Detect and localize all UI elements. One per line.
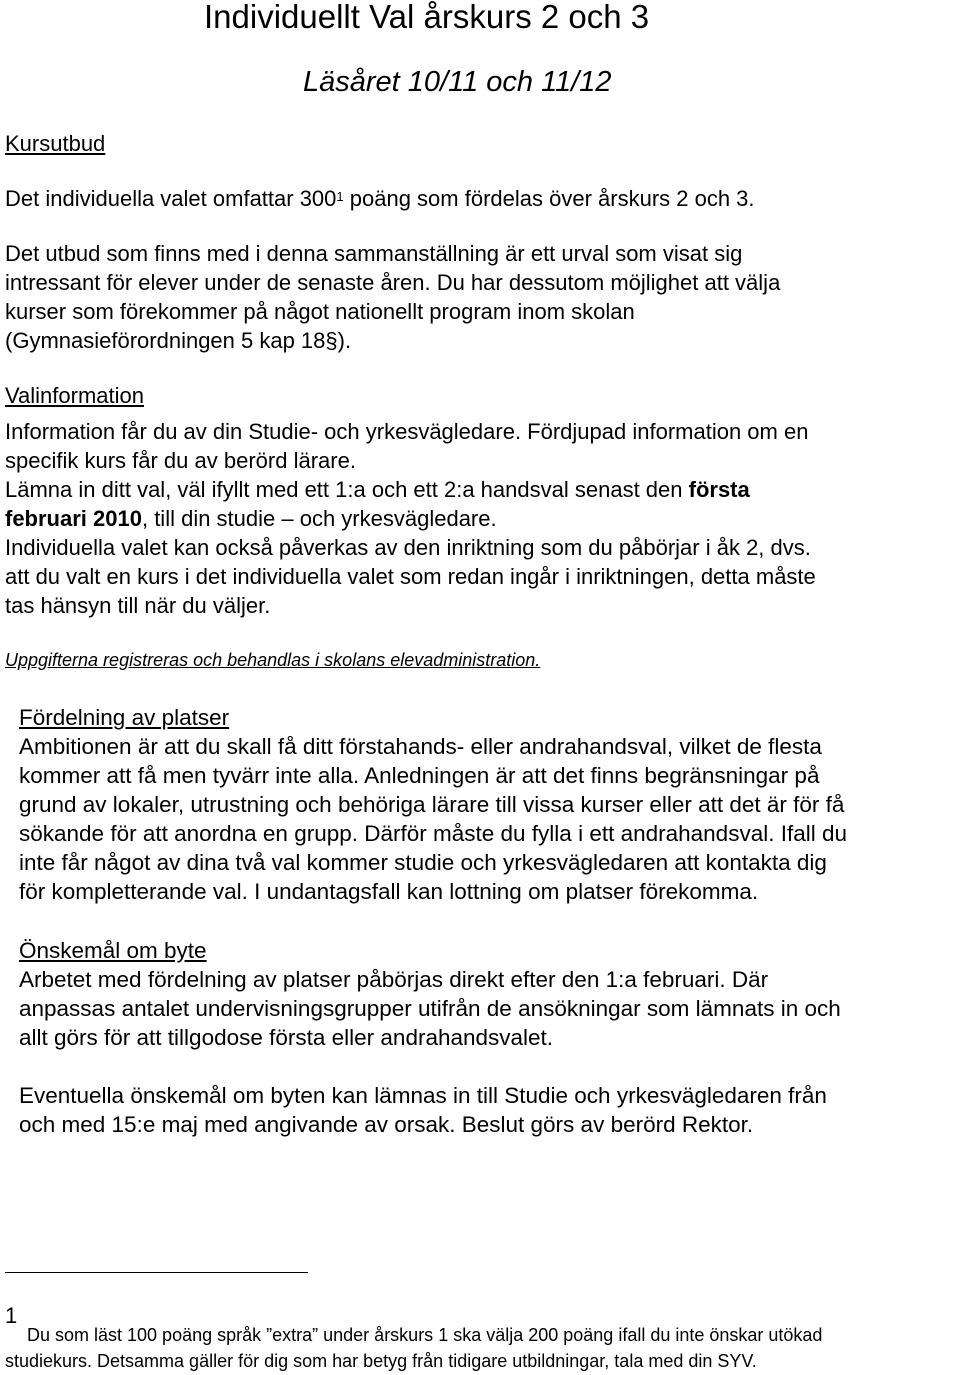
utbud-paragraph [5,239,780,355]
lamna-line [5,504,816,533]
individuella-line: tas hänsyn till när du väljer. [5,593,271,618]
footnote-reference: 1 [336,189,344,204]
fordelning-heading: Fördelning av platser [19,705,230,730]
lamna-line [5,475,816,504]
deadline-date-bold: februari 2010 [5,506,142,531]
valinformation-line: specifik kurs får du av berörd lärare. [5,448,356,473]
kursutbud-heading: Kursutbud [5,131,106,156]
fordelning-line: kommer att få men tyvärr inte alla. Anledningen är att det finns begränsningar på [19,763,820,788]
utbud-line: kurser som förekommer på något nationellt program inom skolan [5,299,635,324]
intro-text-end: poäng som fördelas över årskurs 2 och 3. [343,186,755,211]
fordelning-paragraph [19,732,847,906]
intro-text-start: Det individuella valet omfattar 300 [5,186,337,211]
individuella-line: att du valt en kurs i det individuella valet som redan ingår i inriktningen, detta måste [5,564,816,589]
byte-paragraph [19,965,841,1052]
valinformation-paragraph [5,417,816,620]
footnote-number: 1 [5,1303,18,1328]
byte-line: anpassas antalet undervisningsgrupper utifrån de ansökningar som lämnats in och [19,996,841,1021]
fordelning-line: inte får något av dina två val kommer studie och yrkesvägledaren att kontakta dig [19,850,827,875]
eventuella-line: och med 15:e maj med angivande av orsak. Beslut görs av berörd Rektor. [19,1112,754,1137]
fordelning-line: sökande för att anordna en grupp. Därför måste du fylla i ett andrahandsval. Ifall du [19,821,847,846]
deadline-bold: första [688,477,750,502]
page-title: Individuellt Val årskurs 2 och 3 [204,0,650,35]
fordelning-line: grund av lokaler, utrustning och behöriga lärare till vissa kurser eller att det är för få [19,792,845,817]
uppgifter-note: Uppgifterna registreras och behandlas i skolans elevadministration. [5,650,541,670]
footnote-line: studiekurs. Detsamma gäller för dig som har betyg från tidigare utbildningar, tala med din SYV. [5,1351,757,1371]
intro-paragraph [5,184,755,213]
fordelning-line: för kompletterande val. I undantagsfall kan lottning om platser förekomma. [19,879,759,904]
byte-line: allt görs för att tillgodose första eller andrahandsvalet. [19,1025,554,1050]
eventuella-line: Eventuella önskemål om byten kan lämnas in till Studie och yrkesvägledaren från [19,1083,827,1108]
utbud-line: (Gymnasieförordningen 5 kap 18§). [5,328,352,353]
utbud-line: Det utbud som finns med i denna sammanställning är ett urval som visat sig [5,241,743,266]
footnote-line: Du som läst 100 poäng språk ”extra” under årskurs 1 ska välja 200 poäng ifall du inte önskar utökad [27,1325,823,1345]
lamna-text: , till din studie – och yrkesvägledare. [141,506,497,531]
lamna-text: Lämna in ditt val, väl ifyllt med ett 1:a och ett 2:a handsval senast den [5,477,689,502]
byte-heading: Önskemål om byte [19,938,207,963]
eventuella-paragraph [19,1081,827,1139]
footnote-separator [5,1272,308,1273]
valinformation-line: Information får du av din Studie- och yrkesvägledare. Fördjupad information om en [5,419,809,444]
fordelning-line: Ambitionen är att du skall få ditt förstahands- eller andrahandsval, vilket de flesta [19,734,822,759]
page-subtitle: Läsåret 10/11 och 11/12 [303,66,612,98]
utbud-line: intressant för elever under de senaste åren. Du har dessutom möjlighet att välja [5,270,781,295]
individuella-line: Individuella valet kan också påverkas av den inriktning som du påbörjar i åk 2, dvs. [5,535,811,560]
byte-line: Arbetet med fördelning av platser påbörjas direkt efter den 1:a februari. Där [19,967,769,992]
valinformation-heading: Valinformation [5,383,144,408]
